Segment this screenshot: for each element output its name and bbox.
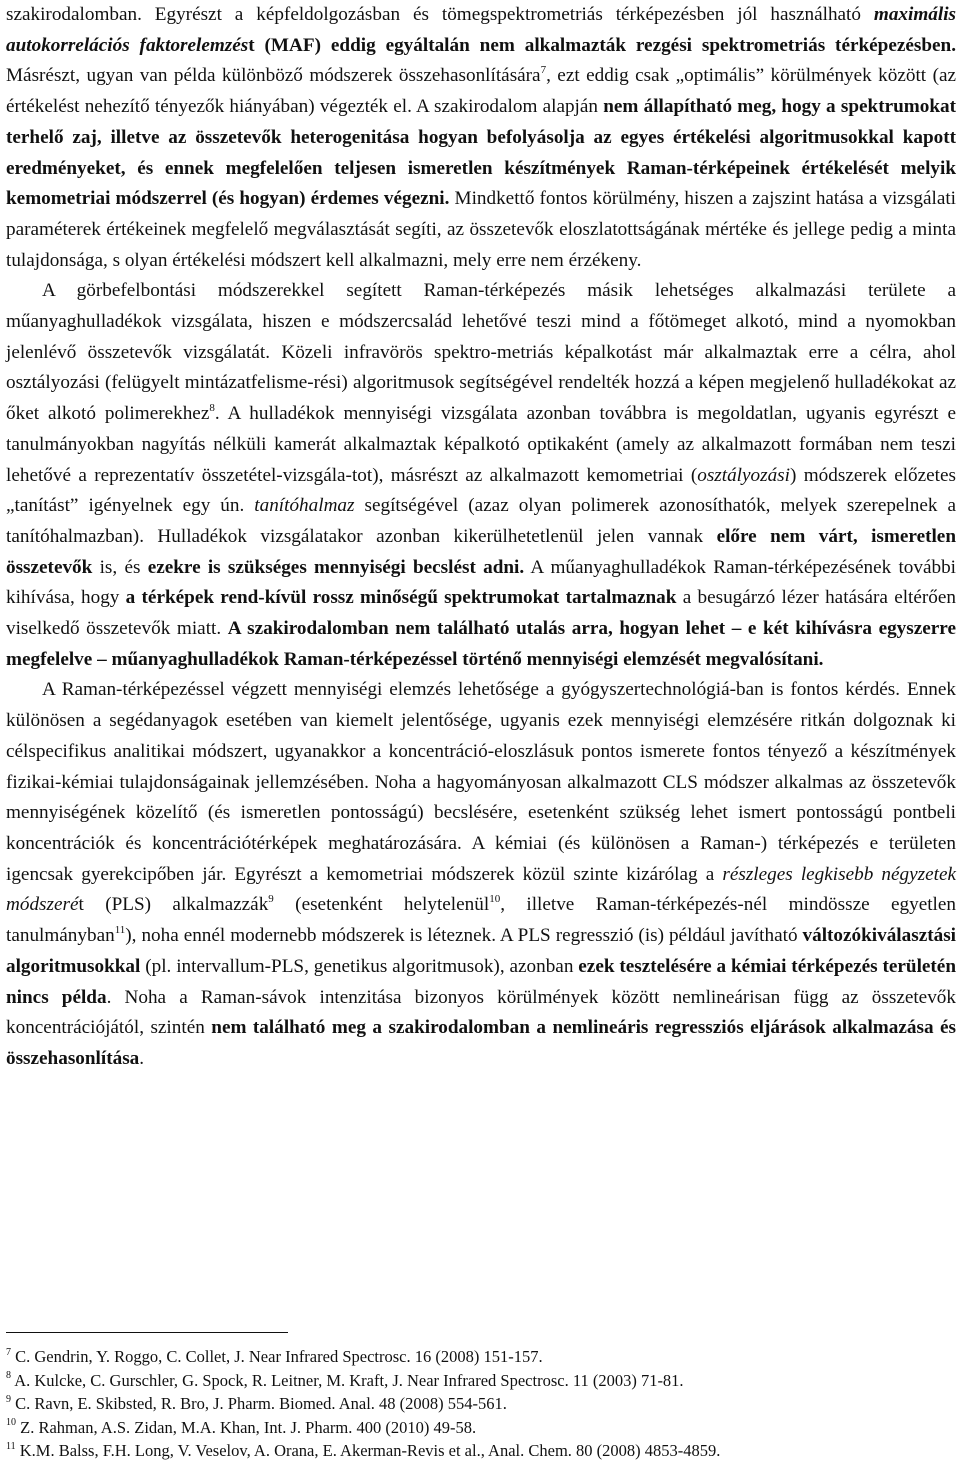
text-run: . Noha a Raman-sávok intenzitása bizonyos körülmények között nemlineárisan függ az összetevők koncentrációjától, szintén: [6, 986, 956, 1039]
italic-text: osztályozási: [697, 464, 790, 486]
text-run: , ezt eddig csak „optimális” körülmények között (az értékelést nehezítő tényezők hiányában) végezték el. A szakirodalom alapján: [6, 65, 956, 118]
bold-text: ezek tesztelésére a kémiai térképezés területén nincs példa: [6, 955, 956, 1008]
body-text: [6, 0, 956, 1075]
text-run: ), noha ennél modernebb módszerek is léteznek. A PLS regresszió (is) például javítható: [125, 925, 803, 947]
footnote: [6, 1392, 946, 1416]
bold-text: változókiválasztási algoritmusokkal: [6, 925, 956, 977]
bold-text: nem állapítható meg, hogy a spektrumokat terhelő zaj, illetve az összetevők heterogenitása hogyan befolyásolja az egyes értékelési algoritmusokkal kapott eredményeket, és ennek megfelelően teljesen ismeretlen készítmények Raman-térképeinek értékelését melyik kemometriai módszerrel (és hogyan) érdemes végezni.: [6, 96, 956, 210]
footnote-number: 8: [6, 1370, 11, 1382]
bold-text: a térképek rend-kívül rossz minőségű spektrumokat tartalmaznak: [125, 587, 677, 609]
footnote: [6, 1345, 946, 1369]
text-run: A Raman-térképezéssel végzett mennyiségi elemzés lehetősége a gyógyszertechnológiá-ban is fontos kérdés. Ennek különösen a segédanyagok esetében van kiemelt jelentősége, ugyanis ezek mennyiségi elemzésére ritkán dolgoznak ki célspecifikus analitikai módszert, ugyanakkor a koncentráció-eloszlásuk pontos ismerete fontos tényező a készítmények fizikai-kémiai tulajdonságainak jellemzésében. Noha a hagyományosan alkalmazott CLS módszer alkalmas az összetevők mennyiségének közelítő (és ismeretlen pontosságú) becslésére, esetenként szükség lehet ismert pontosságú pontbeli koncentrációk és koncentrációtérképek meghatározására. A kémiai (és különösen a Raman-) térképezés e területen igencsak gyerekcipőben jár. Egyrészt a kemometriai módszerek közül szinte kizárólag a: [6, 679, 956, 885]
italic-text: tanítóhalmaz: [254, 495, 355, 517]
text-run: ) módszerek előzetes „tanítást” igényelnek egy ún.: [6, 464, 956, 517]
footnote-reference: 7: [540, 64, 547, 77]
footnote: [6, 1416, 946, 1440]
text-run: segítségével (azaz olyan polimerek azonosíthatók, melyek szerepelnek a tanítóhalmazban). Hulladékok vizsgálatakor azonban kikerülhetetlenül jelen vannak: [6, 495, 956, 547]
bold-text: nem található meg a szakirodalomban a nemlineáris regressziós eljárások alkalmazása és összehasonlítása: [6, 1017, 956, 1069]
footnote-number: 11: [6, 1440, 16, 1452]
text-run: a besugárzó lézer hatására eltérően viselkedő összetevők miatt.: [6, 587, 956, 640]
text-run: (esetenként helytelenül: [273, 894, 490, 916]
footnote-reference: 10: [489, 893, 501, 905]
text-run: Másrészt, ugyan van példa különböző módszerek összehasonlítására: [6, 65, 541, 87]
italic-text: részleges legkisebb négyzetek módszeré: [6, 863, 956, 916]
text-run: is, és: [92, 556, 148, 578]
paragraph: [6, 0, 956, 276]
bold-italic-text: maximális autokorrelációs faktorelemzés: [6, 4, 956, 56]
bold-text: előre nem várt, ismeretlen összetevők: [6, 525, 956, 578]
bold-text: A szakirodalomban nem található utalás arra, hogyan lehet – e két kihívásra egyszerre megfelelve – műanyaghulladékok Raman-térképezéssel történő mennyiségi elemzését megvalósítani.: [6, 618, 956, 670]
footnote-reference: 8: [209, 401, 215, 414]
footnote-text: C. Ravn, E. Skibsted, R. Bro, J. Pharm. Biomed. Anal. 48 (2008) 554-561.: [11, 1394, 507, 1414]
footnote-text: A. Kulcke, C. Gurschler, G. Spock, R. Leitner, M. Kraft, J. Near Infrared Spectrosc. 11 (2003) 71-81.: [11, 1370, 684, 1390]
text-run: A műanyaghulladékok Raman-térképezésének további kihívása, hogy: [6, 556, 957, 609]
footnote-separator: [6, 1332, 288, 1333]
bold-text: t (MAF) eddig egyáltalán nem alkalmazták rezgési spektrometriás térképezésben.: [248, 34, 957, 56]
text-run: t (PLS) alkalmazzák: [78, 894, 269, 916]
footnote-reference: 11: [114, 923, 126, 936]
text-run: , illetve Raman-térképezés-nél mindössze egyetlen tanulmányban: [6, 894, 956, 947]
footnote: [6, 1439, 946, 1463]
footnote: [6, 1369, 946, 1393]
footnote-text: Z. Rahman, A.S. Zidan, M.A. Khan, Int. J. Pharm. 400 (2010) 49-58.: [16, 1417, 477, 1437]
text-run: szakirodalomban. Egyrészt a képfeldolgozásban és tömegspektrometriás térképezésben jól használható: [6, 4, 874, 25]
text-run: .: [139, 1047, 145, 1069]
paragraph: [6, 675, 956, 1074]
paragraph: [6, 276, 956, 675]
text-run: (pl. intervallum-PLS, genetikus algoritmusok), azonban: [140, 955, 579, 977]
footnote-number: 9: [6, 1393, 11, 1405]
footnote-number: 10: [6, 1417, 16, 1429]
bold-text: ezekre is szükséges mennyiségi becslést adni.: [147, 556, 525, 578]
footnote-text: K.M. Balss, F.H. Long, V. Veselov, A. Orana, E. Akerman-Revis et al., Anal. Chem. 80 (2008) 4853-4859.: [15, 1441, 721, 1461]
text-run: A görbefelbontási módszerekkel segített Raman-térképezés másik lehetséges alkalmazási területe a műanyaghulladékok vizsgálata, hiszen e módszercsalád lehetővé teszi mind a főtömeget alkotó, mind a nyomokban jelenlévő összetevők vizsgálatát. Közeli infravörös spektro-metriás képalkotást már alkalmaztak erre a célra, ahol osztályozási (felügyelt mintázatfelisme-rési) algoritmusok segítségével rendelték hozzá a képen megjelenő hulladékokat az őket alkotó polimerekhez: [6, 280, 956, 425]
footnote-text: C. Gendrin, Y. Roggo, C. Collet, J. Near Infrared Spectrosc. 16 (2008) 151-157.: [11, 1347, 543, 1366]
text-run: . A hulladékok mennyiségi vizsgálata azonban továbbra is megoldatlan, ugyanis egyrészt e tanulmányokban nagyítás nélküli kamerát alkalmaztak képalkotó optikaként (amely az alkalmazott formában nem teszi lehetővé a reprezentatív összetétel-vizsgála-tot), másrészt az alkalmazott kemometriai (: [6, 403, 956, 486]
footnote-reference: 9: [268, 893, 274, 905]
footnote-number: 7: [6, 1346, 11, 1358]
footnotes: [6, 1345, 946, 1463]
text-run: Mindkettő fontos körülmény, hiszen a zajszint hatása a vizsgálati paraméterek értékeinek megfelelő megválasztását segíti, az összetevők eloszlatottságának mértéke és jellege pedig a minta tulajdonsága, s olyan értékelési módszert kell alkalmazni, mely erre nem érzékeny.: [6, 188, 956, 271]
